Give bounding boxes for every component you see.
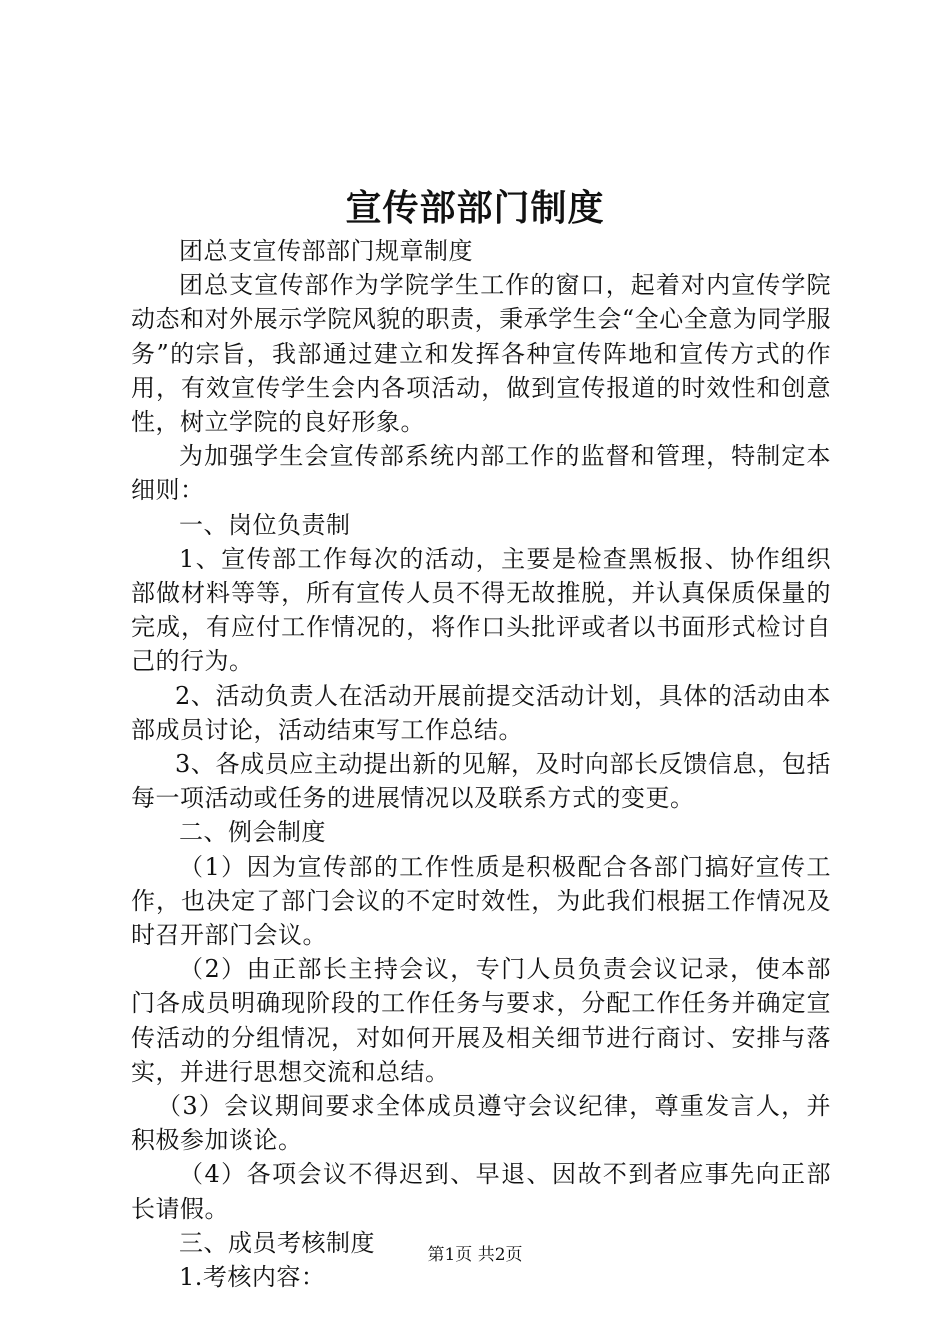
- paragraph-subtitle: 团总支宣传部部门规章制度: [179, 237, 473, 265]
- paragraph-item: 3、各成员应主动提出新的见解，及时向部长反馈信息，包括每一项活动或任务的进展情况以及联系方式的变更。: [131, 750, 831, 813]
- paragraph-item: （1）因为宣传部的工作性质是积极配合各部门搞好宣传工作，也决定了部门会议的不定时效性，为此我们根据工作情况及时召开部门会议。: [131, 852, 831, 950]
- paragraph-purpose: 为加强学生会宣传部系统内部工作的监督和管理，特制定本细则：: [131, 442, 831, 505]
- paragraph-item: 2、活动负责人在活动开展前提交活动计划，具体的活动由本部成员讨论，活动结束写工作总结。: [131, 681, 831, 744]
- paragraph-item: 1、宣传部工作每次的活动，主要是检查黑板报、协作组织部做材料等等，所有宣传人员不得无故推脱，并认真保质保量的完成，有应付工作情况的，将作口头批评或者以书面形式检讨自己的行为。: [131, 544, 831, 676]
- section-heading-2: 二、例会制度: [179, 818, 326, 847]
- paragraph-item: 1.考核内容：: [179, 1263, 326, 1292]
- paragraph-intro: 团总支宣传部作为学院学生工作的窗口，起着对内宣传学院动态和对外展示学院风貌的职责，秉承学生会“全心全意为同学服务”的宗旨，我部通过建立和发挥各种宣传阵地和宣传方式的作用，有效宣传学生会内各项活动，做到宣传报道的时效性和创意性，树立学院的良好形象。: [131, 271, 831, 437]
- document-title: 宣传部部门制度: [345, 187, 605, 229]
- section-heading-1: 一、岗位负责制: [179, 510, 351, 539]
- paragraph-item: （3）会议期间要求全体成员遵守会议纪律，尊重发言人，并积极参加谈论。: [131, 1092, 831, 1155]
- document-body: [131, 234, 831, 1294]
- paragraph-item: （2）由正部长主持会议，专门人员负责会议记录，使本部门各成员明确现阶段的工作任务与要求，分配工作任务并确定宣传活动的分组情况，对如何开展及相关细节进行商讨、安排与落实，并进行思想交流和总结。: [131, 955, 831, 1086]
- paragraph-item: （4）各项会议不得迟到、早退、因故不到者应事先向正部长请假。: [131, 1160, 831, 1223]
- section-heading-3: 三、成员考核制度: [179, 1228, 375, 1257]
- page-number: 第1页 共2页: [427, 1245, 523, 1265]
